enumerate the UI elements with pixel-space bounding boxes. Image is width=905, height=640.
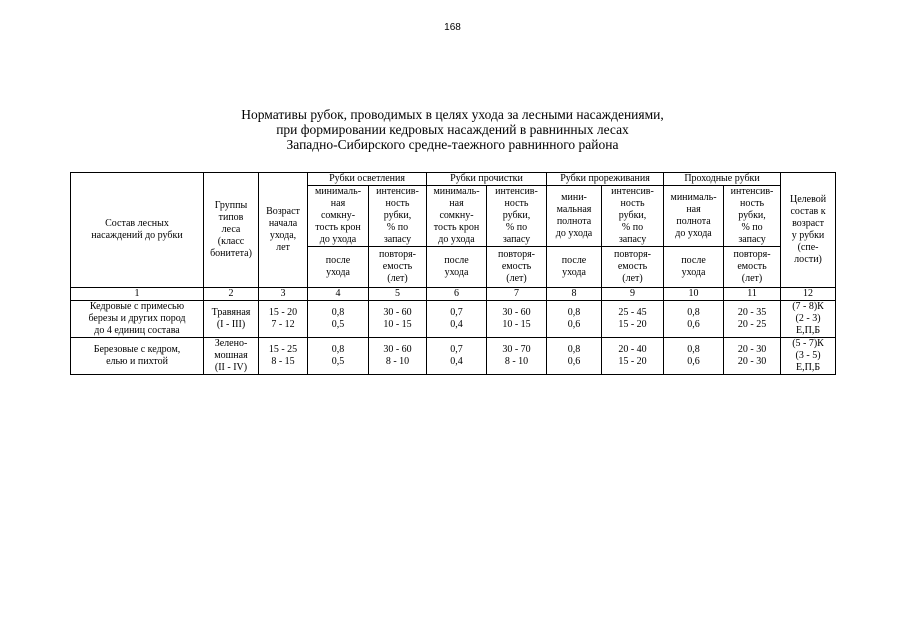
column-number: 10: [664, 288, 724, 301]
cell-prh-intensity: 20 - 30 20 - 30: [724, 338, 781, 375]
cell-rez-density: 0,8 0,6: [547, 301, 602, 338]
header-osv-min: минималь- ная сомкну- тость крон до ухода: [308, 186, 369, 247]
cell-forest-type: Зелено- мошная (II - IV): [204, 338, 259, 375]
cell-rez-intensity: 20 - 40 15 - 20: [602, 338, 664, 375]
cell-composition: Кедровые с примесью березы и других пород до 4 единиц состава: [71, 301, 204, 338]
cell-start-age: 15 - 25 8 - 15: [259, 338, 308, 375]
header-rez-after: после ухода: [547, 247, 602, 288]
cell-osv-intensity: 30 - 60 10 - 15: [369, 301, 427, 338]
header-prh-rep: повторя- емость (лет): [724, 247, 781, 288]
column-number: 8: [547, 288, 602, 301]
cell-target-composition: (5 - 7)К (3 - 5) Е,П,Б: [781, 338, 836, 375]
table-row: [71, 338, 836, 375]
page-number: 168: [444, 22, 461, 33]
header-forest-types: Группы типов леса (класс бонитета): [204, 173, 259, 288]
cell-prh-intensity: 20 - 35 20 - 25: [724, 301, 781, 338]
header-rez-int: интенсив- ность рубки, % по запасу: [602, 186, 664, 247]
header-rez-rep: повторя- емость (лет): [602, 247, 664, 288]
header-composition: Состав лесных насаждений до рубки: [71, 173, 204, 288]
title-line: Нормативы рубок, проводимых в целях ухода за лесными насаждениями,: [241, 107, 664, 122]
norms-table: [70, 172, 836, 375]
column-number: 9: [602, 288, 664, 301]
column-number: 11: [724, 288, 781, 301]
cell-start-age: 15 - 20 7 - 12: [259, 301, 308, 338]
column-number: 2: [204, 288, 259, 301]
document-title: [0, 107, 905, 152]
cell-prh-density: 0,8 0,6: [664, 301, 724, 338]
cell-osv-density: 0,8 0,5: [308, 338, 369, 375]
column-number: 3: [259, 288, 308, 301]
header-prh-min: минималь- ная полнота до ухода: [664, 186, 724, 247]
column-number: 5: [369, 288, 427, 301]
cell-pro-intensity: 30 - 70 8 - 10: [487, 338, 547, 375]
title-line: при формировании кедровых насаждений в равнинных лесах: [276, 122, 629, 137]
header-osv-rep: повторя- емость (лет): [369, 247, 427, 288]
header-group-prokhodnye: Проходные рубки: [664, 173, 781, 186]
header-group-osvetlenie: Рубки осветления: [308, 173, 427, 186]
cell-osv-intensity: 30 - 60 8 - 10: [369, 338, 427, 375]
column-number: 1: [71, 288, 204, 301]
header-group-prorezhivanie: Рубки прореживания: [547, 173, 664, 186]
cell-pro-density: 0,7 0,4: [427, 338, 487, 375]
cell-target-composition: (7 - 8)К (2 - 3) Е,П,Б: [781, 301, 836, 338]
header-group-prochistka: Рубки прочистки: [427, 173, 547, 186]
header-prh-int: интенсив- ность рубки, % по запасу: [724, 186, 781, 247]
table-row: [71, 301, 836, 338]
header-rez-min: мини- мальная полнота до ухода: [547, 186, 602, 247]
header-pro-min: минималь- ная сомкну- тость крон до ухода: [427, 186, 487, 247]
column-number: 4: [308, 288, 369, 301]
cell-composition: Березовые с кедром, елью и пихтой: [71, 338, 204, 375]
header-pro-rep: повторя- емость (лет): [487, 247, 547, 288]
header-pro-after: после ухода: [427, 247, 487, 288]
cell-forest-type: Травяная (I - III): [204, 301, 259, 338]
header-row-groups: [71, 173, 836, 186]
header-prh-after: после ухода: [664, 247, 724, 288]
cell-pro-intensity: 30 - 60 10 - 15: [487, 301, 547, 338]
title-line: Западно-Сибирского средне-таежного равнинного района: [286, 137, 619, 152]
cell-osv-density: 0,8 0,5: [308, 301, 369, 338]
cell-rez-intensity: 25 - 45 15 - 20: [602, 301, 664, 338]
cell-prh-density: 0,8 0,6: [664, 338, 724, 375]
column-number: 7: [487, 288, 547, 301]
header-pro-int: интенсив- ность рубки, % по запасу: [487, 186, 547, 247]
header-target-composition: Целевой состав к возраст у рубки (спе- лости): [781, 173, 836, 288]
column-number: 12: [781, 288, 836, 301]
header-osv-int: интенсив- ность рубки, % по запасу: [369, 186, 427, 247]
column-number: 6: [427, 288, 487, 301]
cell-rez-density: 0,8 0,6: [547, 338, 602, 375]
cell-pro-density: 0,7 0,4: [427, 301, 487, 338]
header-start-age: Возраст начала ухода, лет: [259, 173, 308, 288]
column-number-row: [71, 288, 836, 301]
header-osv-after: после ухода: [308, 247, 369, 288]
